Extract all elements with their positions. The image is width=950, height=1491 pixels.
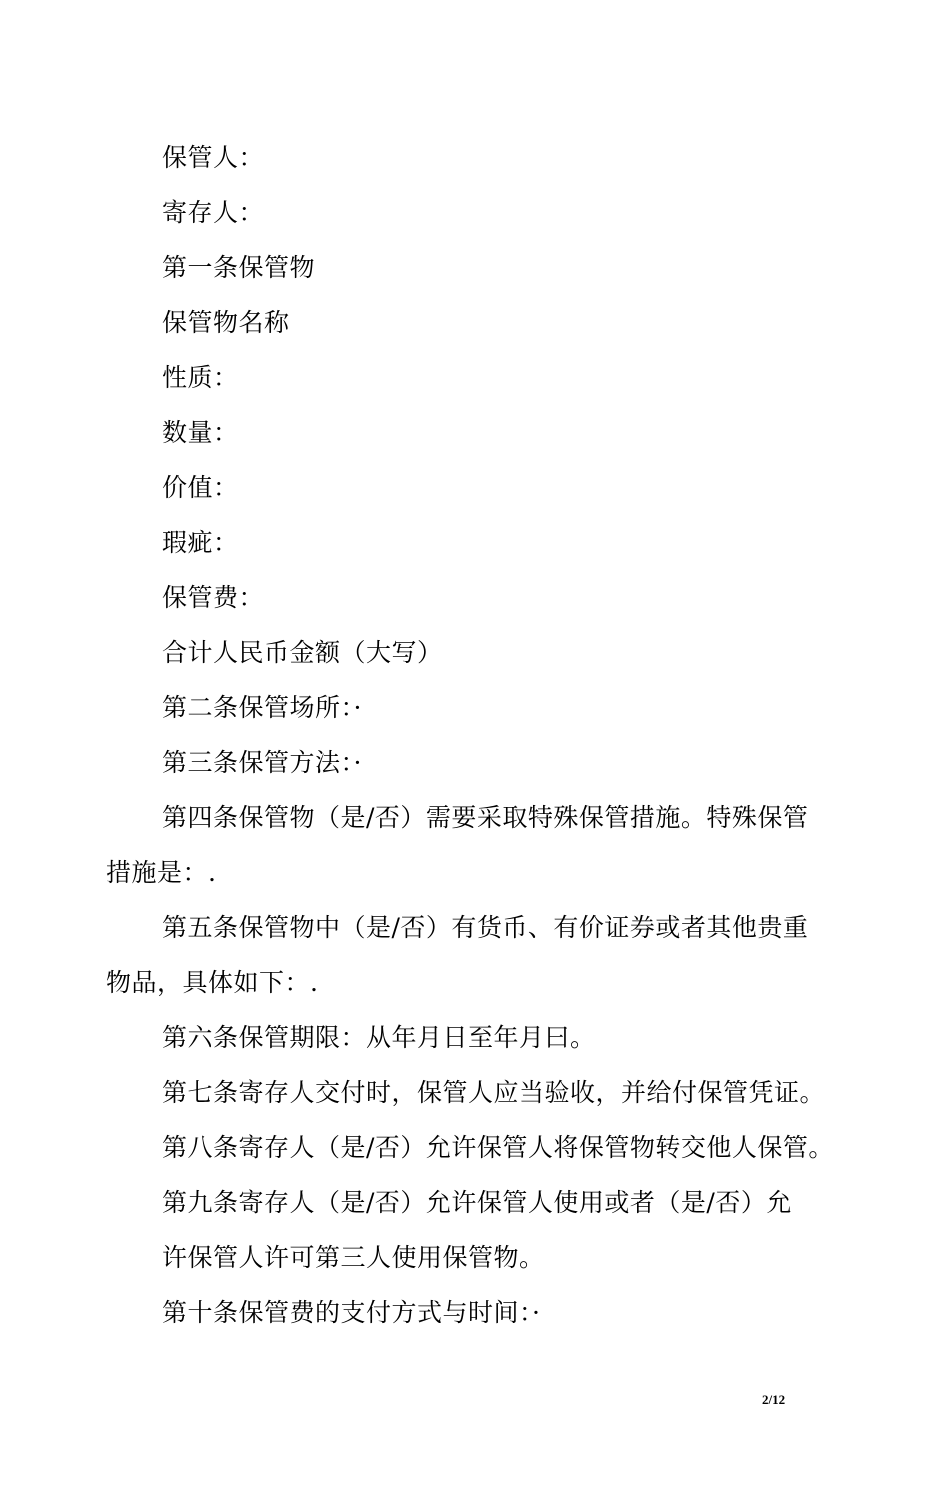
- article-5-text-line-1: 第五条保管物中（是/否）有货币、有价证券或者其他贵重: [162, 913, 809, 942]
- custodian-label: 保管人：: [162, 143, 265, 172]
- article-7-text: 第七条寄存人交付时，保管人应当验收，并给付保管凭证。: [162, 1078, 826, 1107]
- article-5-text-line-2: 物品，具体如下：.: [106, 968, 319, 997]
- article-9-text-line-1: 第九条寄存人（是/否）允许保管人使用或者（是/否）允: [162, 1188, 792, 1217]
- page-number: 2/12: [762, 1392, 786, 1407]
- article-6-text: 第六条保管期限：从年月日至年月曰。: [162, 1023, 596, 1052]
- total-amount-label: 合计人民币金额（大写）: [162, 638, 443, 667]
- article-1-heading: 第一条保管物: [162, 253, 316, 282]
- quantity-label: 数量：: [162, 418, 239, 447]
- article-10-text: 第十条保管费的支付方式与时间：·: [162, 1298, 541, 1327]
- article-9-text-line-2: 许保管人许可第三人使用保管物。: [162, 1243, 545, 1272]
- article-3-text: 第三条保管方法：·: [162, 748, 362, 777]
- depositor-label: 寄存人：: [162, 198, 265, 227]
- article-8-text: 第八条寄存人（是/否）允许保管人将保管物转交他人保管。: [162, 1133, 834, 1162]
- item-name-label: 保管物名称: [162, 308, 290, 337]
- nature-label: 性质：: [162, 363, 239, 392]
- article-4-text-line-1: 第四条保管物（是/否）需要采取特殊保管措施。特殊保管: [162, 803, 809, 832]
- defect-label: 瑕疵：: [162, 528, 239, 557]
- fee-label: 保管费：: [162, 583, 265, 612]
- article-2-text: 第二条保管场所：·: [162, 693, 362, 722]
- article-4-text-line-2: 措施是：.: [106, 858, 217, 887]
- value-label: 价值：: [162, 473, 239, 502]
